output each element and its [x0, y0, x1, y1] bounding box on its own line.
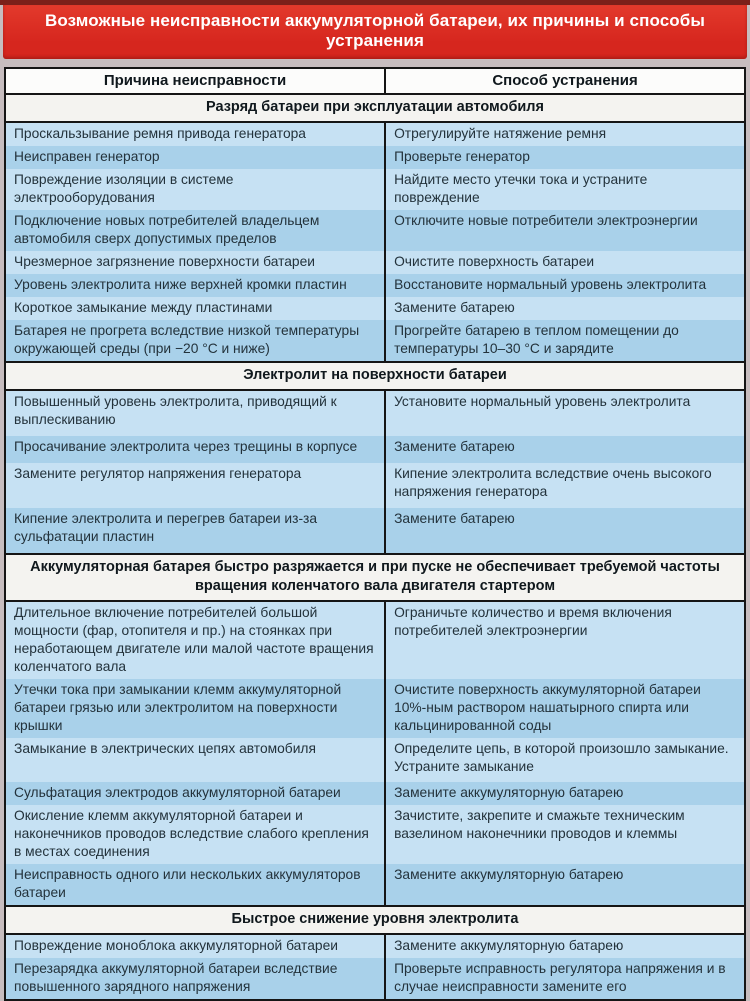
cause-cell: Сульфатация электродов аккумуляторной батареи	[6, 782, 386, 805]
remedy-cell: Восстановите нормальный уровень электролита	[394, 277, 707, 292]
cause-cell: Окисление клемм аккумуляторной батареи и наконечников проводов вследствие слабого крепления в местах соединения	[6, 805, 386, 864]
remedy-cell: Очистите поверхность батареи	[394, 254, 595, 269]
remedy-cell: Проверьте исправность регулятора напряжения и в случае неисправности замените его	[394, 961, 726, 994]
cause-cell: Проскальзывание ремня привода генератора	[6, 123, 386, 146]
table-row	[6, 297, 744, 320]
remedy-cell: Найдите место утечки тока и устраните повреждение	[394, 172, 648, 205]
table-row	[6, 958, 744, 999]
cause-cell: Неисправен генератор	[6, 146, 386, 169]
cause-cell: Батарея не прогрета вследствие низкой температуры окружающей среды (при −20 °С и ниже)	[6, 320, 386, 361]
cause-cell: Кипение электролита и перегрев батареи из-за сульфатации пластин	[6, 508, 386, 553]
table-row	[6, 602, 744, 679]
cause-cell: Неисправность одного или нескольких аккумуляторов батареи	[6, 864, 386, 905]
remedy-cell: Замените батарею	[394, 439, 515, 454]
remedy-cell: Проверьте генератор	[394, 149, 530, 164]
remedy-cell: Кипение электролита вследствие очень высокого напряжения генератора	[394, 466, 712, 499]
remedy-cell: Замените батарею	[394, 300, 515, 315]
remedy-cell: Отрегулируйте натяжение ремня	[394, 126, 607, 141]
remedy-cell: Замените аккумуляторную батарею	[394, 938, 624, 953]
cause-cell: Уровень электролита ниже верхней кромки пластин	[6, 274, 386, 297]
remedy-cell: Замените аккумуляторную батарею	[394, 785, 624, 800]
table-row	[6, 935, 744, 958]
remedy-cell: Прогрейте батарею в теплом помещении до температуры 10–30 °С и зарядите	[394, 323, 679, 356]
column-header-cause: Причина неисправности	[6, 69, 386, 93]
remedy-cell: Определите цепь, в которой произошло замыкание. Устраните замыкание	[394, 741, 729, 774]
cause-cell: Короткое замыкание между пластинами	[6, 297, 386, 320]
table-row	[6, 391, 744, 436]
cause-cell: Чрезмерное загрязнение поверхности батареи	[6, 251, 386, 274]
column-header-remedy: Способ устранения	[492, 72, 638, 89]
remedy-cell: Ограничьте количество и время включения потребителей электроэнергии	[394, 605, 672, 638]
table-row	[6, 146, 744, 169]
remedy-cell: Отключите новые потребители электроэнергии	[394, 213, 698, 228]
column-header-row	[6, 69, 744, 95]
section-header: Электролит на поверхности батареи	[6, 361, 744, 391]
cause-cell: Замените регулятор напряжения генератора	[6, 463, 386, 508]
remedy-cell: Зачистите, закрепите и смажьте техническим вазелином наконечники проводов и клеммы	[394, 808, 685, 841]
table-row	[6, 123, 744, 146]
table-section	[6, 361, 744, 553]
fault-table	[4, 67, 746, 1001]
cause-cell: Повышенный уровень электролита, приводящий к выплескиванию	[6, 391, 386, 436]
section-header: Быстрое снижение уровня электролита	[6, 905, 744, 935]
page-title: Возможные неисправности аккумуляторной батареи, их причины и способы устранения	[3, 5, 747, 59]
table-section	[6, 95, 744, 361]
section-header: Аккумуляторная батарея быстро разряжается и при пуске не обеспечивает требуемой частоты вращения коленчатого вала двигателя стартером	[6, 553, 744, 602]
table-row	[6, 805, 744, 864]
table-row	[6, 782, 744, 805]
table-row	[6, 463, 744, 508]
table-row	[6, 508, 744, 553]
table-section	[6, 553, 744, 905]
table-row	[6, 436, 744, 463]
table-section	[6, 905, 744, 999]
cause-cell: Подключение новых потребителей владельцем автомобиля сверх допустимых пределов	[6, 210, 386, 251]
remedy-cell: Замените аккумуляторную батарею	[394, 867, 624, 882]
remedy-cell: Замените батарею	[394, 511, 515, 526]
table-row	[6, 169, 744, 210]
table-row	[6, 320, 744, 361]
section-header: Разряд батареи при эксплуатации автомобиля	[6, 95, 744, 123]
table-row	[6, 210, 744, 251]
table-body	[6, 95, 744, 999]
table-row	[6, 738, 744, 782]
remedy-cell: Установите нормальный уровень электролита	[394, 394, 691, 409]
remedy-cell: Очистите поверхность аккумуляторной батареи 10%-ным раствором нашатырного спирта или кальцинированной соды	[394, 682, 701, 733]
cause-cell: Просачивание электролита через трещины в корпусе	[6, 436, 386, 463]
cause-cell: Утечки тока при замыкании клемм аккумуляторной батареи грязью или электролитом на поверхности крышки	[6, 679, 386, 738]
cause-cell: Длительное включение потребителей большой мощности (фар, отопителя и пр.) на стоянках при неработающем двигателе или малой частоте вращения коленчатого вала	[6, 602, 386, 679]
table-row	[6, 251, 744, 274]
table-row	[6, 679, 744, 738]
cause-cell: Повреждение изоляции в системе электрооборудования	[6, 169, 386, 210]
cause-cell: Замыкание в электрических цепях автомобиля	[6, 738, 386, 782]
cause-cell: Перезарядка аккумуляторной батареи вследствие повышенного зарядного напряжения	[6, 958, 386, 999]
table-row	[6, 274, 744, 297]
cause-cell: Повреждение моноблока аккумуляторной батареи	[6, 935, 386, 958]
